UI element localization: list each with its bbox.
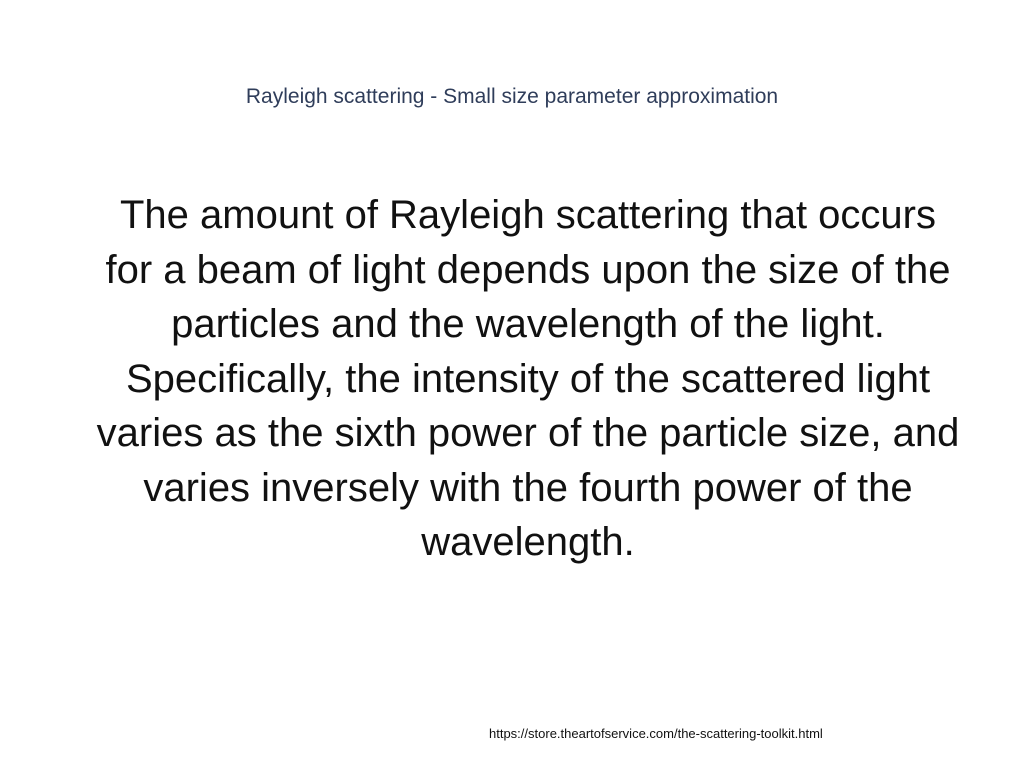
slide-title: Rayleigh scattering - Small size parameter approximation	[245, 85, 779, 108]
footer-url: https://store.theartofservice.com/the-scattering-toolkit.html	[489, 726, 823, 741]
slide-body-text: The amount of Rayleigh scattering that occurs for a beam of light depends upon the size of the particles and the wavelength of the light. Specifically, the intensity of the scattered light varies as the sixth power of the particle size, and varies inversely with the fourth power of the wavelength.	[96, 193, 960, 564]
